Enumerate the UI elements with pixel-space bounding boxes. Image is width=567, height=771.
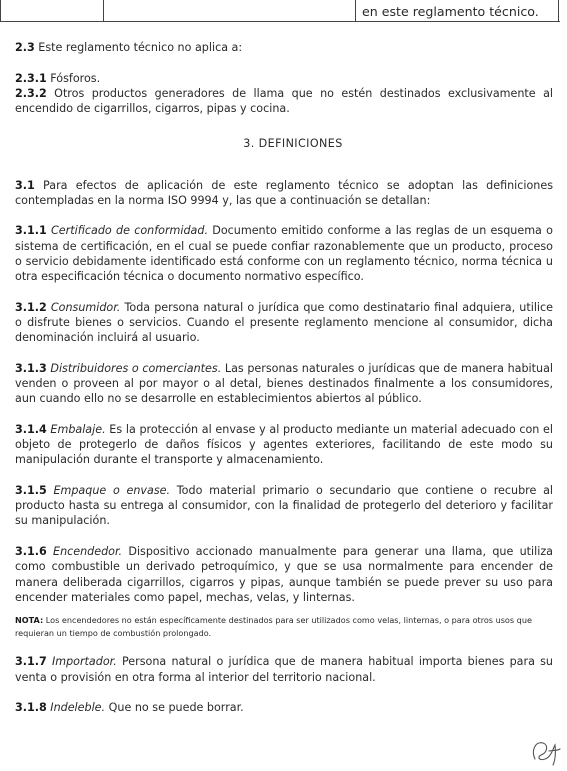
table-cell <box>1 0 104 21</box>
definition-term: Embalaje. <box>50 422 106 436</box>
section-2-3 <box>15 40 553 55</box>
section-text: Para efectos de aplicación de este reglamento técnico se adoptan las definiciones contempladas en la norma ISO 9994 y, las que a continuación se detallan: <box>15 178 553 207</box>
section-number: 3.1.5 <box>15 484 47 498</box>
definition-term: Importador. <box>51 655 117 669</box>
table-fragment <box>0 0 560 22</box>
section-2-3-1 <box>15 71 553 86</box>
section-number: 3.1.6 <box>15 545 47 559</box>
section-number: 3.1.3 <box>15 361 47 375</box>
definition-term: Certificado de conformidad. <box>51 224 208 238</box>
definition-text: Que no se puede borrar. <box>105 701 244 715</box>
definition-3-1-3 <box>15 361 553 407</box>
section-heading: 3. DEFINICIONES <box>243 137 343 151</box>
section-number: 3.1.8 <box>15 701 47 715</box>
definition-term: Distribuidores o comerciantes. <box>50 361 222 375</box>
definition-text: Las personas naturales o jurídicas que de manera habitual venden o proveen al por mayor o al detal, bienes destinados finalmente a los consumidores, aun cuando ello no se desarrolle en establecimientos abiertos al público. <box>15 361 553 406</box>
note-label: NOTA: <box>15 615 44 626</box>
definition-text: Documento emitido conforme a las reglas de un esquema o sistema de certificación, en el cual se puede confiar razonablemente que un producto, proceso o servicio debidamente identificado está conforme con un reglamento técnico, norma técnica u otra especificación técnica o documento normativo específico. <box>15 224 553 284</box>
table-cell <box>104 0 356 21</box>
section-number: 2.3 <box>15 41 35 54</box>
definition-3-1-6 <box>15 544 553 605</box>
definition-text: Todo material primario o secundario que contiene o recubre al producto hasta su entrega al consumidor, con la finalidad de protegerlo del deterioro y facilitar su manipulación. <box>15 484 554 528</box>
section-text: Este reglamento técnico no aplica a: <box>34 41 243 54</box>
definition-3-1-8 <box>15 700 553 715</box>
handwritten-initials <box>529 737 563 767</box>
definition-3-1-7 <box>15 654 553 684</box>
document-body <box>15 40 553 731</box>
note <box>15 614 553 640</box>
section-number: 3.1.7 <box>15 655 47 669</box>
note-text: Los encendedores no están específicamente destinados para ser utilizados como velas, linternas, o para otros usos que requieran un tiempo de combustión prolongado. <box>15 615 532 639</box>
section-text: Otros productos generadores de llama que no estén destinados exclusivamente al encendido de cigarrillos, cigarros, pipas y cocina. <box>15 86 553 116</box>
definition-text: Persona natural o jurídica que de manera habitual importa bienes para su venta o provisión en otra forma al interior del territorio nacional. <box>15 655 553 684</box>
definition-3-1-5 <box>15 483 553 529</box>
definition-term: Empaque o envase. <box>53 484 171 498</box>
section-text: Fósforos. <box>46 71 101 85</box>
definition-term: Consumidor. <box>50 300 121 314</box>
table-cell-text: en este reglamento técnico. <box>356 0 559 21</box>
definition-text: Es la protección al envase y al producto mediante un material adecuado con el objeto de protegerlo de daños físicos y agentes exteriores, facilitando de este modo su manipulación durante el transporte y almacenamiento. <box>15 422 553 467</box>
section-number: 2.3.1 <box>15 71 47 85</box>
section-number: 3.1.2 <box>15 300 47 314</box>
section-number: 3.1.4 <box>15 422 47 436</box>
definition-text: Dispositivo accionado manualmente para generar una llama, que utiliza como combustible un derivado petroquímico, y que se usa normalmente para encender de manera deliberada cigarrillos, cigarros y pipas, aunque también se puede prever su uso para encender materiales como papel, mechas, velas, y linternas. <box>15 545 553 604</box>
definition-term: Indeleble. <box>50 701 106 715</box>
section-2-3-2 <box>15 86 553 116</box>
definition-3-1-1 <box>15 223 553 284</box>
definition-text: Toda persona natural o jurídica que como destinatario final adquiera, utilice o disfrute bienes o servicios. Cuando el presente reglamento mencione al consumidor, dicha denominación incluirá al usuario. <box>15 300 553 345</box>
definition-3-1-4 <box>15 422 553 468</box>
section-number: 2.3.2 <box>15 86 47 100</box>
definition-term: Encendedor. <box>53 545 123 559</box>
section-3-1 <box>15 178 553 208</box>
definition-3-1-2 <box>15 300 553 346</box>
section-number: 3.1 <box>15 178 35 192</box>
section-number: 3.1.1 <box>15 224 47 238</box>
